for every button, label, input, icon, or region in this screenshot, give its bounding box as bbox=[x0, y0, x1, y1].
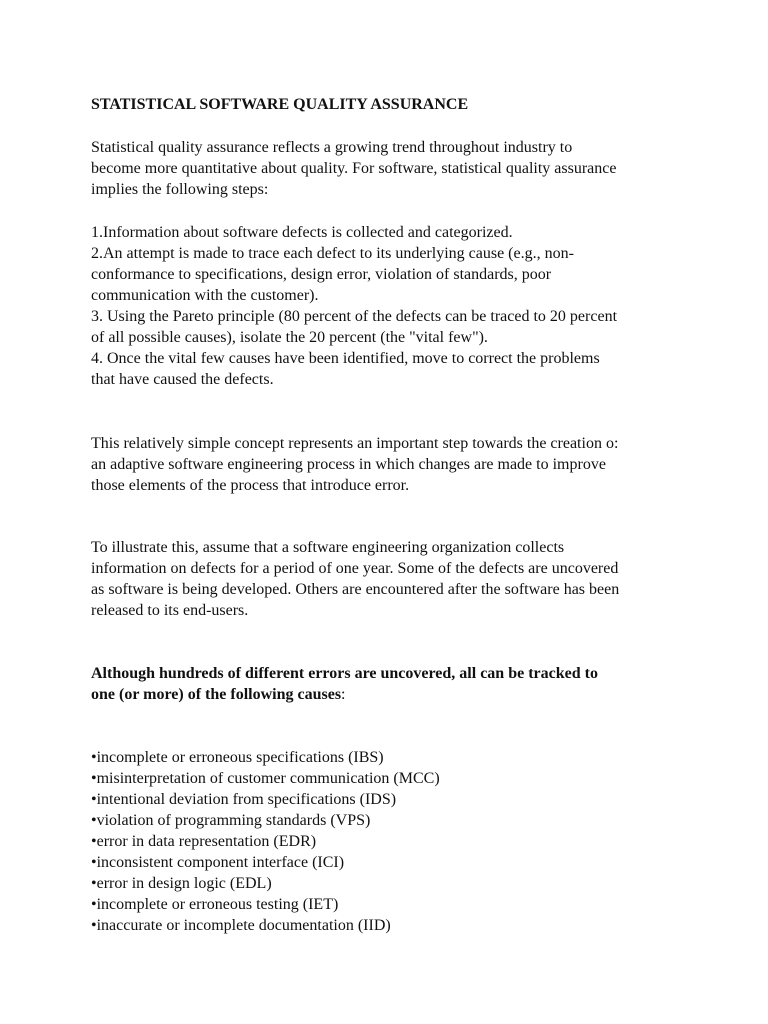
causes-list bbox=[91, 747, 751, 936]
list-item: •intentional deviation from specifications (IDS) bbox=[91, 791, 397, 808]
steps-list: 1.Information about software defects is collected and categorized. 2.An attempt is made to trace each defect to its underlying cause (e.g., non- conformance to specifications, design error, violation of standards, poor communication with the customer). 3. Using the Pareto principle (80 percent of the defects can be traced to 20 percent of all possible causes), isolate the 20 percent (the "vital few"). 4. Once the vital few causes have been identified, move to correct the problems that have caused the defects. bbox=[91, 224, 618, 388]
list-item: •error in design logic (EDL) bbox=[91, 875, 272, 892]
list-item: •misinterpretation of customer communication (MCC) bbox=[91, 770, 440, 787]
intro-paragraph: Statistical quality assurance reflects a growing trend throughout industry to become more quantitative about quality. For software, statistical quality assurance implies the following steps: bbox=[91, 139, 617, 198]
causes-heading-colon: : bbox=[341, 686, 346, 703]
causes-heading bbox=[91, 663, 751, 705]
causes-heading-text: Although hundreds of different errors are uncovered, all can be tracked to one (or more) of the following causes bbox=[91, 665, 598, 703]
list-item: •incomplete or erroneous testing (IET) bbox=[91, 896, 339, 913]
document-title: STATISTICAL SOFTWARE QUALITY ASSURANCE bbox=[91, 96, 469, 113]
list-item: •inconsistent component interface (ICI) bbox=[91, 854, 345, 871]
list-item: •violation of programming standards (VPS) bbox=[91, 812, 371, 829]
list-item: •inaccurate or incomplete documentation (IID) bbox=[91, 917, 391, 934]
concept-paragraph: This relatively simple concept represents an important step towards the creation o: an adaptive software engineering process in which changes are made to improve those elements of the process that introduce error. bbox=[91, 435, 619, 494]
document-page bbox=[91, 94, 751, 936]
list-item: •incomplete or erroneous specifications (IBS) bbox=[91, 749, 384, 766]
list-item: •error in data representation (EDR) bbox=[91, 833, 317, 850]
illustration-paragraph: To illustrate this, assume that a software engineering organization collects information on defects for a period of one year. Some of the defects are uncovered as software is being developed. Others are encountered after the software has been released to its end-users. bbox=[91, 539, 620, 619]
